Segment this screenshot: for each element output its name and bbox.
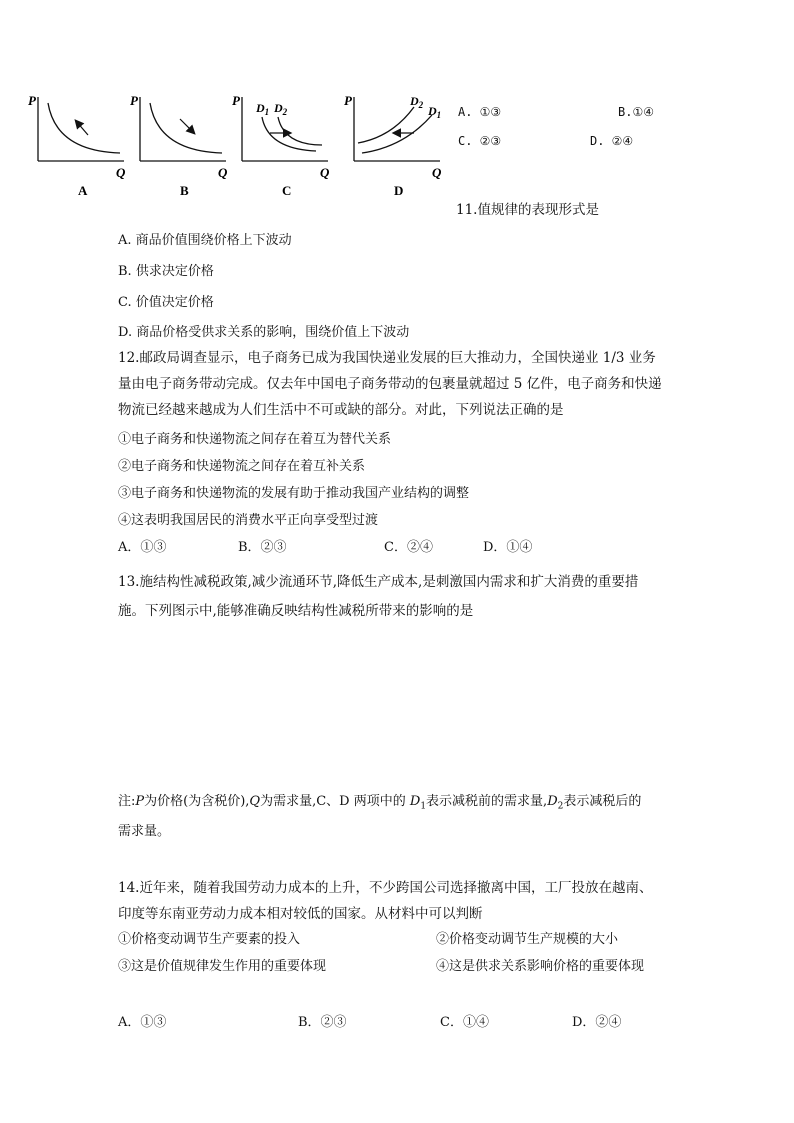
- q14-option-b: B．②③: [298, 1015, 347, 1030]
- q11-option-c: C. 价值决定价格: [118, 295, 214, 310]
- graph-c-d2-label: $D_2$: [274, 101, 288, 117]
- graph-d-label: D: [394, 183, 404, 198]
- graph-d-curve-d1: [362, 115, 432, 153]
- q12-option-a: A．①③: [118, 540, 167, 555]
- graph-b-label: B: [180, 183, 189, 198]
- q10-option-c: C. ②③: [458, 134, 502, 148]
- graph-c-label: C: [282, 183, 292, 198]
- graph-d-axis-x: Q: [432, 165, 442, 180]
- q13-stem-line-1: 13.施结构性减税政策,减少流通环节,降低生产成本,是刺激国内需求和扩大消费的重要措: [118, 574, 639, 590]
- q12-statement-1: ①电子商务和快递物流之间存在着互为替代关系: [118, 432, 392, 447]
- graph-a: [28, 93, 126, 198]
- q11-option-d: D. 商品价格受供求关系的影响，围绕价值上下波动: [118, 325, 410, 340]
- q14-option-c: C．①④: [440, 1015, 489, 1030]
- q14-statement-3: ③这是价值规律发生作用的重要体现: [118, 959, 327, 974]
- graph-a-curve: [48, 103, 120, 153]
- graph-b-axis-x: Q: [218, 165, 228, 180]
- graph-c-d1-label: $D_1$: [256, 101, 270, 117]
- q14-statement-2: ②价格变动调节生产规模的大小: [436, 932, 619, 947]
- graph-d-axis-y: P: [344, 93, 352, 108]
- q10-option-b: B.①④: [618, 105, 654, 119]
- q11-option-a: A. 商品价值围绕价格上下波动: [118, 233, 292, 248]
- graph-b: [130, 93, 228, 198]
- q12-option-d: D．①④: [483, 540, 533, 555]
- demand-graphs: [0, 85, 460, 205]
- graph-d-d1-label: $D_1$: [428, 104, 442, 120]
- graph-c: [232, 93, 330, 198]
- q10-option-d: D. ②④: [590, 134, 634, 148]
- graph-c-axis-y: P: [232, 93, 240, 108]
- graph-b-axis-y: P: [130, 93, 138, 108]
- q14-stem-line-1: 14.近年来，随着我国劳动力成本的上升，不少跨国公司选择撤离中国，工厂投放在越南、: [118, 880, 653, 896]
- q12-stem-line-2: 量由电子商务带动完成。仅去年中国电子商务带动的包裹量就超过 5 亿件，电子商务和快递: [118, 376, 662, 392]
- q12-stem-line-1: 12.邮政局调查显示，电子商务已成为我国快递业发展的巨大推动力，全国快递业 1/3 业务: [118, 350, 656, 366]
- q12-stem-line-3: 物流已经越来越成为人们生活中不可或缺的部分。对此，下列说法正确的是: [118, 402, 564, 418]
- graph-a-arrow: [76, 121, 88, 135]
- q12-statement-4: ④这表明我国居民的消费水平正向享受型过渡: [118, 513, 379, 528]
- q10-option-a: A. ①③: [458, 105, 502, 119]
- graph-c-curve-d2: [278, 117, 322, 145]
- q11-stem: 11.值规律的表现形式是: [456, 202, 599, 218]
- graph-c-axis-x: Q: [320, 165, 330, 180]
- q13-stem-line-2: 施。下列图示中,能够准确反映结构性减税所带来的影响的是: [118, 603, 474, 619]
- q14-option-d: D．②④: [572, 1015, 622, 1030]
- q14-option-a: A．①③: [118, 1015, 167, 1030]
- graph-c-curve-d1: [262, 117, 316, 151]
- graph-d: [344, 93, 442, 198]
- q12-statement-2: ②电子商务和快递物流之间存在着互补关系: [118, 459, 366, 474]
- q14-statement-1: ①价格变动调节生产要素的投入: [118, 932, 301, 947]
- q12-option-b: B．②③: [238, 540, 287, 555]
- q13-note-line-1: 注:P为价格(为含税价),Q为需求量,C、D 两项中的 $D_1$表示减税前的需求量$,D_2$表示减税后的: [118, 794, 642, 812]
- q12-statement-3: ③电子商务和快递物流的发展有助于推动我国产业结构的调整: [118, 486, 470, 501]
- graph-a-axis-x: Q: [116, 165, 126, 180]
- graph-a-label: A: [78, 183, 88, 198]
- q13-note-line-2: 需求量。: [118, 824, 171, 839]
- q12-option-c: C．②④: [384, 540, 433, 555]
- graph-b-curve: [150, 103, 222, 153]
- graph-a-axis-y: P: [28, 93, 36, 108]
- q11-option-b: B. 供求决定价格: [118, 264, 214, 279]
- q14-stem-line-2: 印度等东南亚劳动力成本相对较低的国家。从材料中可以判断: [118, 906, 483, 922]
- graph-d-d2-label: $D_2$: [410, 94, 424, 110]
- q14-statement-4: ④这是供求关系影响价格的重要体现: [436, 959, 645, 974]
- graph-b-arrow: [180, 119, 194, 133]
